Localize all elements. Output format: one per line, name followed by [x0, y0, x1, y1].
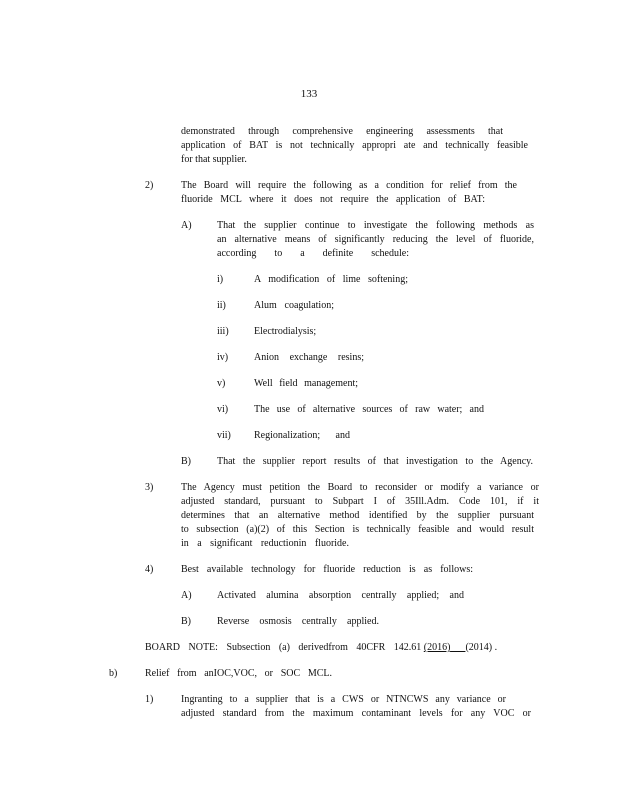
- method-label: iii): [217, 326, 229, 337]
- method-label: vii): [217, 430, 231, 441]
- item-3-label: 3): [145, 482, 154, 493]
- item-4a-text: Activated alumina absorption centrally applied; and: [217, 590, 464, 601]
- item-b1-line: Ingranting to a supplier that is a CWS or NTNCWS any variance or: [181, 694, 506, 705]
- item-3-line: adjusted standard, pursuant to Subpart I of 35Ill.Adm. Code 101, if it: [181, 496, 539, 507]
- board-note-prefix: BOARD NOTE: Subsection (a) derivedfrom 40CFR 142.61: [145, 642, 422, 653]
- item-2-line: The Board will require the following as a condition for relief from the: [181, 180, 517, 191]
- method-label: i): [217, 274, 224, 285]
- item-b1-line: adjusted standard from the maximum contaminant levels for any VOC or: [181, 708, 531, 719]
- method-text: A modification of lime softening;: [254, 274, 408, 285]
- item-b1-label: 1): [145, 694, 154, 705]
- item-2a-line: according to a definite schedule:: [217, 248, 409, 259]
- method-label: v): [217, 378, 226, 389]
- section-b-heading: Relief from anIOC,VOC, or SOC MCL.: [145, 668, 332, 679]
- section-b-label: b): [109, 668, 118, 679]
- item-2-label: 2): [145, 180, 154, 191]
- page-number: 133: [300, 88, 318, 100]
- paragraph-line: application of BAT is not technically appropri ate and technically feasible: [181, 140, 528, 151]
- item-2b-label: B): [181, 456, 191, 467]
- method-text: Anion exchange resins;: [254, 352, 364, 363]
- item-2a-line: an alternative means of significantly reducing the level of fluoride,: [217, 234, 534, 245]
- method-text: Alum coagulation;: [254, 300, 334, 311]
- method-label: vi): [217, 404, 229, 415]
- item-3-line: determines that an alternative method identified by the supplier pursuant: [181, 510, 534, 521]
- item-3-line: to subsection (a)(2) of this Section is technically feasible and would result: [181, 524, 534, 535]
- method-text: Well field management;: [254, 378, 358, 389]
- board-note-year-struck: (2016): [423, 642, 451, 653]
- method-text: The use of alternative sources of raw water; and: [254, 404, 484, 415]
- item-4b-label: B): [181, 616, 191, 627]
- paragraph-line: demonstrated through comprehensive engineering assessments that: [181, 126, 503, 137]
- board-note-underline-gap: [450, 642, 465, 653]
- board-note-year-new: (2014): [465, 642, 493, 653]
- item-3-line: The Agency must petition the Board to reconsider or modify a variance or: [181, 482, 539, 493]
- board-note-suffix: .: [494, 642, 498, 653]
- board-note: [145, 641, 497, 654]
- method-label: ii): [217, 300, 226, 311]
- method-label: iv): [217, 352, 229, 363]
- item-4a-label: A): [181, 590, 192, 601]
- method-text: Regionalization; and: [254, 430, 350, 441]
- item-3-line: in a significant reductionin fluoride.: [181, 538, 349, 549]
- item-4-text: Best available technology for fluoride reduction is as follows:: [181, 564, 473, 575]
- item-2a-label: A): [181, 220, 192, 231]
- paragraph-line: for that supplier.: [181, 154, 247, 165]
- item-4b-text: Reverse osmosis centrally applied.: [217, 616, 379, 627]
- item-2a-line: That the supplier continue to investigate the following methods as: [217, 220, 534, 231]
- item-2b-text: That the supplier report results of that investigation to the Agency.: [217, 456, 533, 467]
- item-2-line: fluoride MCL where it does not require the application of BAT:: [181, 194, 485, 205]
- method-text: Electrodialysis;: [254, 326, 317, 337]
- item-4-label: 4): [145, 564, 154, 575]
